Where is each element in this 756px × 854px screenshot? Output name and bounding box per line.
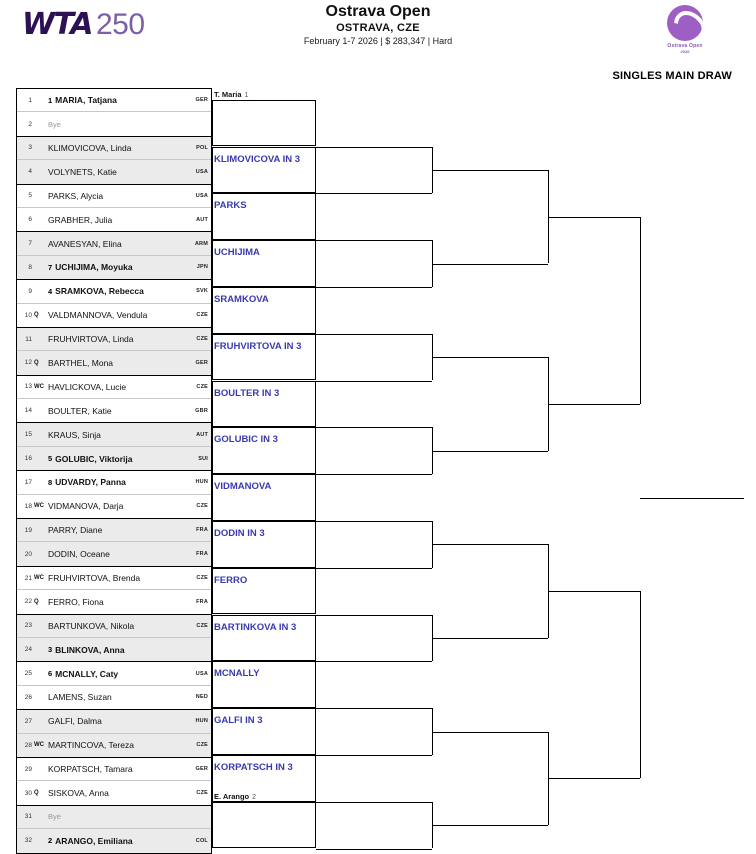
round1-player-row[interactable]: [17, 590, 211, 613]
round3-connector-bottom: [316, 193, 432, 194]
round1-player-row[interactable]: [17, 734, 211, 757]
round2-match-box[interactable]: [212, 802, 316, 849]
round1-player-row[interactable]: [17, 829, 211, 852]
round2-pick-label[interactable]: [214, 200, 247, 211]
round2-pick-text: DODIN IN 3: [214, 527, 265, 539]
player-name: FRUHVIRTOVA, Brenda: [48, 573, 141, 583]
round2-pick-text: UCHIJIMA: [214, 247, 260, 259]
player-name: HAVLICKOVA, Lucie: [48, 381, 127, 392]
player-country-code: COL: [195, 837, 208, 844]
round1-match-group: [16, 184, 212, 232]
player-country-code: CZE: [196, 622, 208, 629]
player-name: DODIN, Oceane: [48, 549, 110, 560]
tournament-city: OSTRAVA, CZE: [336, 22, 420, 34]
player-name: SISKOVA, Anna: [48, 788, 109, 799]
ostrava-logo-icon: [667, 5, 703, 41]
player-name: VALDMANNOVA, Vendula: [48, 310, 148, 321]
round2-pick-text: VIDMANOVA: [214, 481, 272, 493]
round1-player-row[interactable]: [17, 160, 211, 183]
player-entry-status: Q: [34, 598, 39, 605]
tournament-name: Ostrava Open: [325, 3, 431, 20]
player-name: FERRO, Fiona: [48, 596, 104, 607]
round2-pick-text: BARTINKOVA IN 3: [214, 621, 297, 633]
bye-label: Bye: [48, 119, 61, 129]
player-name: KLIMOVICOVA, Linda: [48, 142, 132, 153]
player-name: BARTHEL, Mona: [48, 357, 114, 368]
player-country-code: FRA: [196, 551, 208, 558]
round3-connector-top: [316, 708, 432, 709]
player-draw-number: 6: [28, 216, 32, 224]
player-country-code: GER: [195, 359, 208, 366]
player-entry-status: Q: [34, 359, 39, 366]
round1-match-group: [16, 614, 212, 662]
ostrava-logo-text: Ostrava Open: [667, 43, 703, 49]
player-draw-number: 21: [24, 574, 32, 582]
player-country-code: CZE: [196, 312, 208, 319]
player-seed: 7: [48, 262, 53, 272]
player-seed: 8: [48, 477, 53, 487]
player-country-code: AUT: [196, 216, 208, 223]
round2-pick-text: KORPATSCH IN 3: [214, 761, 293, 773]
round2-pick-text: GALFI IN 3: [214, 715, 263, 727]
round1-match-group: [16, 231, 212, 279]
winner-line: [640, 498, 744, 499]
player-draw-number: 11: [25, 335, 32, 343]
round1-player-row[interactable]: [17, 280, 211, 303]
player-country-code: HUN: [195, 718, 208, 725]
player-name: BARTUNKOVA, Nikola: [48, 620, 135, 631]
player-draw-number: 9: [28, 287, 32, 295]
player-seed: 1: [48, 95, 53, 105]
round2-pick-label[interactable]: [214, 528, 265, 539]
round2-pick-text: PARKS: [214, 200, 247, 212]
player-draw-number: 17: [24, 478, 32, 486]
player-name: FRUHVIRTOVA, Linda: [48, 334, 134, 345]
player-name: KORPATSCH, Tamara: [48, 764, 133, 775]
player-draw-number: 32: [24, 837, 32, 845]
player-seed: 2: [48, 836, 53, 846]
semifinal-vertical: [640, 217, 641, 404]
player-draw-number: 28: [24, 741, 32, 749]
player-country-code: USA: [195, 670, 208, 677]
semifinal-vertical: [640, 591, 641, 778]
player-country-code: AUT: [196, 431, 208, 438]
round2-pick-seed: 1: [244, 92, 249, 99]
player-draw-number: 8: [28, 263, 32, 271]
round1-player-row[interactable]: [17, 112, 211, 135]
round1-player-row[interactable]: [17, 662, 211, 685]
player-name: PARKS, Alycia: [48, 190, 104, 201]
round3-connector-bottom: [316, 287, 432, 288]
player-name: LAMENS, Suzan: [48, 692, 112, 703]
player-draw-number: 5: [28, 192, 32, 200]
round1-player-row[interactable]: [17, 758, 211, 781]
round2-pick-label[interactable]: [214, 791, 256, 803]
round2-pick-label[interactable]: [214, 622, 296, 633]
round2-pick-text: FRUHVIRTOVA IN 3: [214, 340, 302, 352]
player-draw-number: 4: [28, 168, 32, 176]
player-entry-status: WC: [34, 383, 44, 390]
player-entry-status: Q: [34, 790, 39, 797]
player-name: SRAMKOVA, Rebecca: [55, 286, 144, 297]
player-draw-number: 16: [24, 455, 32, 463]
round1-player-row[interactable]: [17, 447, 211, 470]
player-name: UDVARDY, Panna: [55, 477, 126, 488]
player-name: VIDMANOVA, Darja: [48, 501, 124, 512]
round2-pick-label[interactable]: [214, 575, 247, 586]
round4-connector-bottom: [432, 825, 548, 826]
round1-match-group: [16, 661, 212, 709]
semifinal-connector-top: [548, 591, 640, 592]
wta-logo-tier: 250: [95, 8, 145, 41]
player-name: KRAUS, Sinja: [48, 429, 101, 440]
draw-title: SINGLES MAIN DRAW: [612, 70, 732, 82]
round1-match-group: [16, 88, 212, 136]
round4-connector-top: [432, 544, 548, 545]
player-name: PARRY, Diane: [48, 525, 103, 536]
round1-player-row[interactable]: [17, 615, 211, 638]
player-draw-number: 15: [24, 431, 32, 439]
round2-pick-text: E. Arango: [214, 792, 250, 801]
round1-player-row[interactable]: [17, 567, 211, 590]
round3-connector-top: [316, 334, 432, 335]
round1-player-row[interactable]: [17, 781, 211, 804]
round1-player-row[interactable]: [17, 638, 211, 661]
round2-pick-label[interactable]: [214, 294, 269, 305]
player-country-code: SVK: [196, 288, 208, 295]
round1-match-group: [16, 422, 212, 470]
player-name: GOLUBIC, Viktorija: [55, 453, 133, 464]
round1-player-row[interactable]: [17, 806, 211, 829]
round2-pick-text: KLIMOVICOVA IN 3: [214, 153, 301, 165]
round2-pick-label[interactable]: [214, 762, 293, 773]
round1-player-row[interactable]: [17, 304, 211, 327]
round1-player-row[interactable]: [17, 208, 211, 231]
round2-pick-text: BOULTER IN 3: [214, 387, 280, 399]
player-country-code: CZE: [196, 742, 208, 749]
player-name: VOLYNETS, Katie: [48, 166, 117, 177]
tournament-meta: February 1-7 2026 | $ 283,347 | Hard: [303, 36, 453, 46]
player-country-code: CZE: [196, 790, 208, 797]
round2-pick-text: GOLUBIC IN 3: [214, 434, 278, 446]
round2-pick-label[interactable]: [214, 341, 301, 352]
round2-pick-label[interactable]: [214, 434, 278, 445]
player-country-code: HUN: [195, 479, 208, 486]
player-seed: 5: [48, 454, 53, 464]
player-country-code: CZE: [196, 503, 208, 510]
round1-player-row[interactable]: [17, 256, 211, 279]
player-draw-number: 19: [24, 526, 32, 534]
round1-player-row[interactable]: [17, 710, 211, 733]
player-country-code: GER: [195, 97, 208, 104]
player-draw-number: 31: [24, 813, 32, 821]
round1-player-row[interactable]: [17, 399, 211, 422]
player-country-code: SUI: [198, 455, 208, 462]
round2-pick-text: T. Maria: [214, 90, 242, 99]
player-name: MARIA, Tatjana: [55, 95, 117, 106]
round3-connector-bottom: [316, 849, 432, 850]
semifinal-connector-bottom: [548, 778, 640, 779]
round2-pick-label[interactable]: [214, 481, 271, 492]
round1-match-group: [16, 805, 212, 854]
player-country-code: NED: [195, 694, 208, 701]
player-country-code: JPN: [196, 264, 208, 271]
round2-pick-text: SRAMKOVA: [214, 293, 269, 305]
tournament-bracket: [0, 88, 756, 846]
player-country-code: USA: [195, 168, 208, 175]
round1-player-row[interactable]: [17, 686, 211, 709]
player-draw-number: 10: [24, 311, 32, 319]
player-name: GRABHER, Julia: [48, 214, 113, 225]
player-country-code: GER: [195, 766, 208, 773]
semifinal-connector-top: [548, 217, 640, 218]
wta-logo-mark: WTA: [22, 7, 92, 42]
player-draw-number: 29: [24, 765, 32, 773]
player-name: MCNALLY, Caty: [55, 668, 119, 679]
round3-connector-top: [316, 240, 432, 241]
player-name: GALFI, Dalma: [48, 716, 102, 727]
round3-connector-top: [316, 521, 432, 522]
page-header: [0, 0, 756, 62]
round1-match-group: [16, 470, 212, 518]
round4-connector-bottom: [432, 264, 548, 265]
round1-match-group: [16, 709, 212, 757]
player-country-code: GBR: [195, 407, 208, 414]
round1-player-row[interactable]: [17, 89, 211, 112]
round3-connector-bottom: [316, 381, 432, 382]
round3-connector-bottom: [316, 755, 432, 756]
round4-connector-top: [432, 170, 548, 171]
player-draw-number: 22: [24, 598, 32, 606]
player-name: UCHIJIMA, Moyuka: [55, 262, 133, 273]
player-name: BLINKOVA, Anna: [55, 644, 125, 655]
player-draw-number: 2: [28, 120, 32, 128]
round3-connector-top: [316, 427, 432, 428]
round1-player-row[interactable]: [17, 232, 211, 255]
round1-match-group: [16, 518, 212, 566]
player-draw-number: 13: [24, 383, 32, 391]
round1-player-row[interactable]: [17, 423, 211, 446]
player-draw-number: 25: [24, 670, 32, 678]
player-draw-number: 14: [24, 407, 32, 415]
round1-player-row[interactable]: [17, 495, 211, 518]
player-draw-number: 1: [28, 96, 32, 104]
round1-match-group: [16, 136, 212, 184]
round2-pick-text: MCNALLY: [214, 668, 260, 680]
player-country-code: CZE: [196, 336, 208, 343]
round1-match-group: [16, 757, 212, 805]
player-name: ARANGO, Emiliana: [55, 835, 133, 846]
round1-player-row[interactable]: [17, 519, 211, 542]
player-name: AVANESYAN, Elina: [48, 238, 122, 249]
player-name: MARTINCOVA, Tereza: [48, 740, 134, 751]
player-entry-status: WC: [34, 575, 44, 581]
tournament-title-block: [0, 2, 756, 48]
player-seed: 4: [48, 286, 53, 296]
round2-match-box[interactable]: [212, 100, 316, 147]
player-draw-number: 24: [24, 646, 32, 654]
round2-pick-label[interactable]: [214, 89, 248, 101]
round1-player-row[interactable]: [17, 542, 211, 565]
round1-player-row[interactable]: [17, 351, 211, 374]
round2-pick-label[interactable]: [214, 715, 263, 726]
round3-connector-bottom: [316, 568, 432, 569]
player-country-code: ARM: [194, 240, 208, 247]
player-entry-status: Q: [34, 312, 39, 319]
player-draw-number: 23: [24, 622, 32, 630]
player-country-code: FRA: [196, 598, 208, 605]
round1-match-group: [16, 375, 212, 423]
player-draw-number: 26: [24, 693, 32, 701]
player-country-code: CZE: [196, 575, 208, 581]
player-country-code: USA: [195, 192, 208, 199]
player-country-code: POL: [196, 144, 208, 151]
player-draw-number: 7: [28, 240, 32, 248]
round4-connector-top: [432, 732, 548, 733]
round1-player-list: [16, 88, 212, 854]
player-draw-number: 20: [24, 550, 32, 558]
player-draw-number: 30: [24, 789, 32, 797]
round2-pick-text: FERRO: [214, 574, 248, 586]
round1-player-row[interactable]: [17, 471, 211, 494]
player-draw-number: 12: [24, 359, 32, 367]
round2-pick-label[interactable]: [214, 247, 260, 258]
round3-connector-bottom: [316, 474, 432, 475]
semifinal-connector-bottom: [548, 404, 640, 405]
round3-connector-top: [316, 802, 432, 803]
player-country-code: CZE: [196, 383, 208, 390]
round1-player-row[interactable]: [17, 137, 211, 160]
player-draw-number: 27: [24, 717, 32, 725]
round1-player-row[interactable]: [17, 328, 211, 351]
round3-connector-top: [316, 147, 432, 148]
round2-pick-label[interactable]: [214, 668, 260, 679]
player-seed: 3: [48, 645, 53, 655]
player-draw-number: 18: [24, 502, 32, 510]
round4-connector-bottom: [432, 638, 548, 639]
bye-label: Bye: [48, 812, 61, 822]
round4-connector-bottom: [432, 451, 548, 452]
round1-match-group: [16, 566, 212, 614]
round3-connector-top: [316, 615, 432, 616]
player-draw-number: 3: [28, 144, 32, 152]
round2-pick-label[interactable]: [214, 388, 279, 399]
player-country-code: FRA: [196, 527, 208, 534]
ostrava-open-logo: [645, 5, 725, 54]
round3-connector-bottom: [316, 661, 432, 662]
round4-connector-top: [432, 357, 548, 358]
player-seed: 6: [48, 669, 53, 679]
round1-player-row[interactable]: [17, 185, 211, 208]
ostrava-logo-year: 2026: [680, 49, 690, 54]
round2-pick-seed: 2: [252, 794, 257, 801]
round1-match-group: [16, 279, 212, 327]
round2-pick-label[interactable]: [214, 154, 300, 165]
round1-match-group: [16, 327, 212, 375]
player-name: BOULTER, Katie: [48, 405, 112, 416]
player-entry-status: WC: [34, 742, 44, 749]
player-entry-status: WC: [34, 503, 44, 510]
round1-player-row[interactable]: [17, 376, 211, 399]
